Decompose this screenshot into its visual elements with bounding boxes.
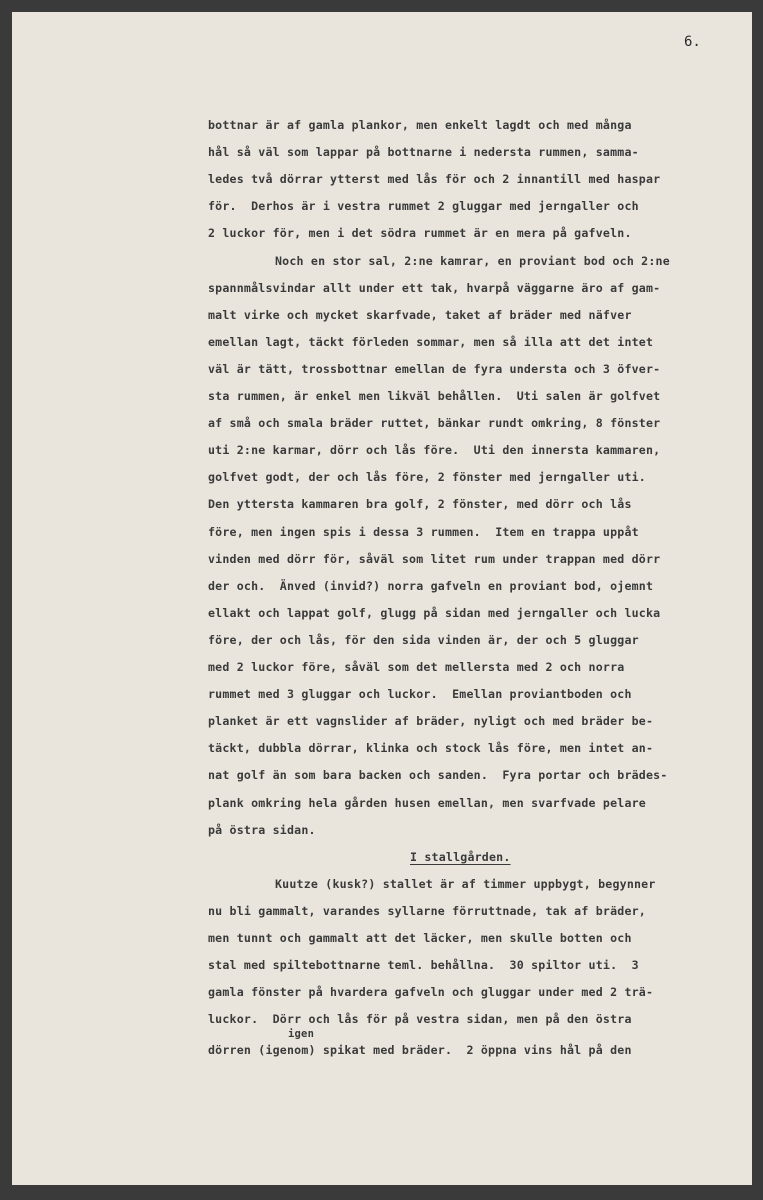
- text-line: på östra sidan.: [208, 822, 316, 837]
- section-heading: I stallgården.: [410, 849, 511, 864]
- text-line: bottnar är af gamla plankor, men enkelt lagdt och med många: [208, 118, 632, 132]
- text-line: ledes två dörrar ytterst med lås för och 2 innantill med haspar: [208, 172, 661, 187]
- text-line: täckt, dubbla dörrar, klinka och stock lås före, men intet an-: [208, 741, 654, 756]
- text-line: väl är tätt, trossbottnar emellan de fyra understa och 3 öfver-: [208, 361, 661, 376]
- text-line: för. Derhos är i vestra rummet 2 gluggar med jerngaller och: [208, 199, 639, 214]
- text-line: men tunnt och gammalt att det läcker, men skulle botten och: [208, 931, 632, 945]
- text-line: Kuutze (kusk?) stallet är af timmer uppbygt, begynner: [275, 876, 656, 891]
- text-line: planket är ett vagnslider af bräder, nyligt och med bräder be-: [208, 714, 654, 729]
- text-line: golfvet godt, der och lås före, 2 fönster med jerngaller uti.: [208, 470, 646, 485]
- text-line: dörren (igenom) spikat med bräder. 2 öppna vins hål på den: [208, 1043, 632, 1058]
- text-line: vinden med dörr för, såväl som litet rum under trappan med dörr: [208, 551, 661, 566]
- text-line: spannmålsvindar allt under ett tak, hvarpå väggarne äro af gam-: [208, 280, 661, 295]
- text-line: 2 luckor för, men i det södra rummet är en mera på gafveln.: [208, 226, 632, 241]
- text-line: luckor. Dörr och lås för på vestra sidan, men på den östra: [208, 1012, 632, 1027]
- text-line: nat golf än som bara backen och sanden. Fyra portar och brädes-: [208, 768, 668, 783]
- text-line: gamla fönster på hvardera gafveln och gluggar under med 2 trä-: [208, 985, 654, 1000]
- page-number: 6.: [684, 34, 701, 50]
- text-line: före, men ingen spis i dessa 3 rummen. Item en trappa uppåt: [208, 524, 639, 539]
- text-line: emellan lagt, täckt förleden sommar, men så illa att det intet: [208, 334, 654, 349]
- text-line: malt virke och mycket skarfvade, taket af bräder med näfver: [208, 307, 632, 322]
- text-line: Noch en stor sal, 2:ne kamrar, en proviant bod och 2:ne: [275, 253, 670, 268]
- text-line: hål så väl som lappar på bottnarne i nedersta rummen, samma-: [208, 145, 639, 160]
- text-line: plank omkring hela gården husen emellan, men svarfvade pelare: [208, 795, 646, 810]
- text-line: af små och smala bräder ruttet, bänkar rundt omkring, 8 fönster: [208, 416, 661, 431]
- text-line: före, der och lås, för den sida vinden är, der och 5 gluggar: [208, 632, 639, 647]
- text-line: nu bli gammalt, varandes syllarne förruttnade, tak af bräder,: [208, 903, 646, 918]
- text-line: rummet med 3 gluggar och luckor. Emellan proviantboden och: [208, 687, 632, 702]
- text-line: sta rummen, är enkel men likväl behållen. Uti salen är golfvet: [208, 389, 661, 403]
- text-line: der och. Änved (invid?) norra gafveln en proviant bod, ojemnt: [208, 578, 654, 593]
- text-line: uti 2:ne karmar, dörr och lås före. Uti den innersta kammaren,: [208, 443, 661, 458]
- text-line: stal med spiltebottnarne teml. behållna. 30 spiltor uti. 3: [208, 958, 639, 973]
- document-page: [12, 12, 752, 1185]
- text-line: med 2 luckor före, såväl som det mellersta med 2 och norra: [208, 660, 625, 674]
- text-line: ellakt och lappat golf, glugg på sidan med jerngaller och lucka: [208, 605, 661, 620]
- interlinear-insertion: igen: [288, 1028, 315, 1041]
- text-line: Den yttersta kammaren bra golf, 2 fönster, med dörr och lås: [208, 497, 632, 512]
